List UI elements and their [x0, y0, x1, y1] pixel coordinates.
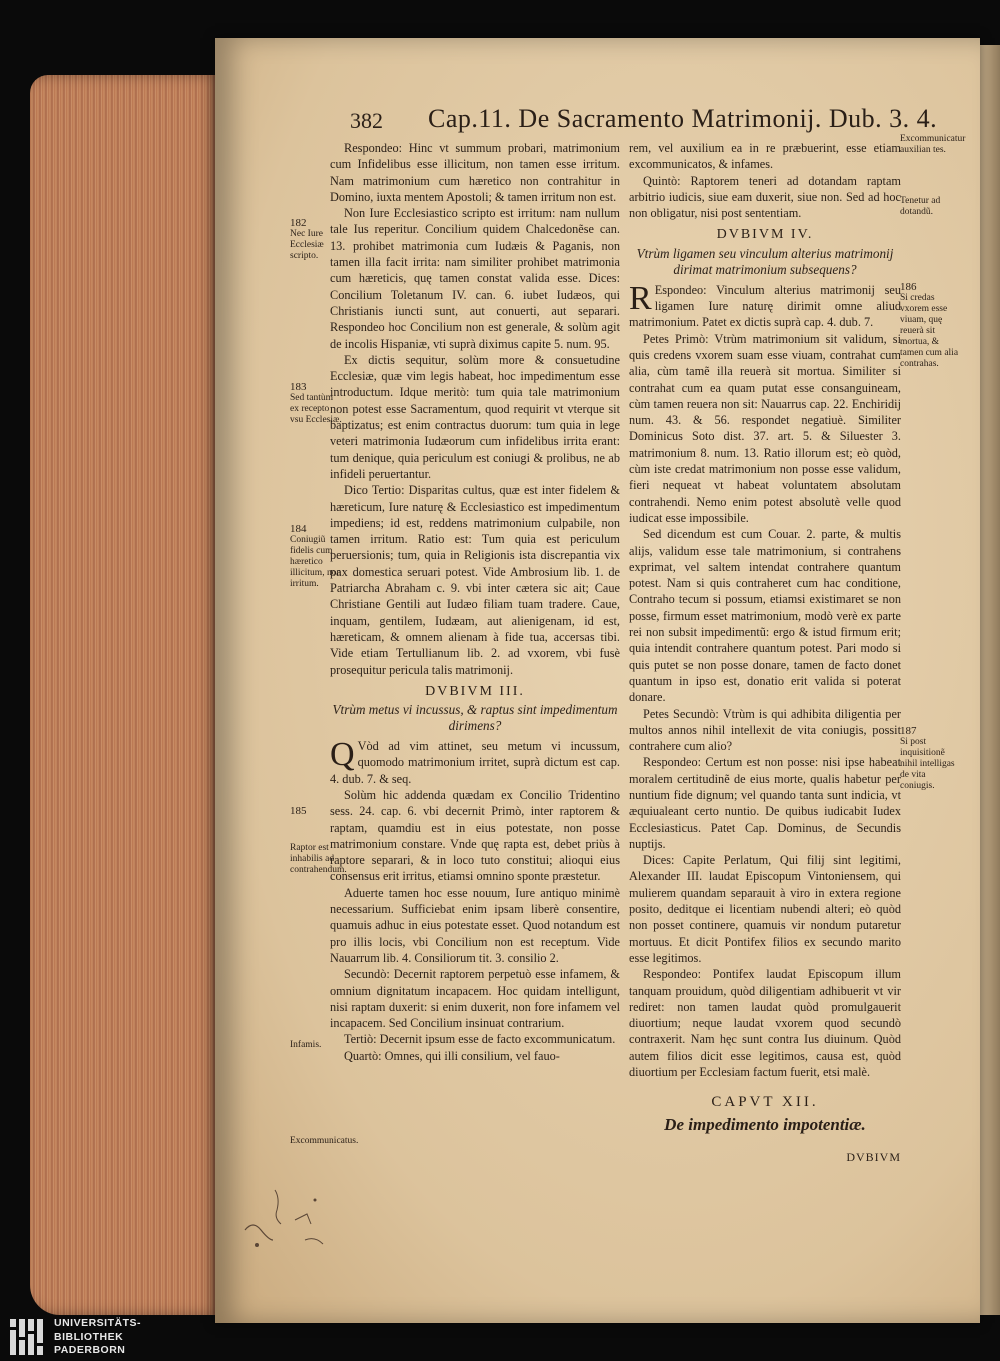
left-column [330, 140, 620, 1064]
paragraph: Ex dictis sequitur, solùm more & consuetudine Ecclesiæ, quæ vim legis habeat, hoc impedimentum esse introductum. Idque meritò: tum quia tale matrimonium non potest esse Sacramentum, quod requirit vt vterque sit baptizatus; est enim contractus duorum: tum quia in lege veteri matrimonia Iudæorum cum infidelibus irrita erant: tum denique, quia periculum est coniugi & prolibus, ne ab infideli peruertantur. [330, 352, 620, 481]
margin-note [290, 382, 342, 426]
logo-line: UNIVERSITÄTS- [54, 1317, 142, 1329]
paragraph: Tertiò: Decernit ipsum esse de facto excommunicatum. [344, 1032, 616, 1047]
margin-text: Si credas vxorem esse viuam, quę reuerà sit mortua, & tamen cum alia contrahas. [900, 293, 959, 369]
paragraph: Petes Primò: Vtrùm matrimonium sit validum, si quis credens vxorem suam esse viuam, contrahat cum alia, cùm tamẽ illa reuerà sit mortua. Similiter si contrahat cum ea quam putat esse consanguineam, cùm tamen reuera non sit: Nauarrus cap. 22. Enchiridij num. 43. & 56. respondet negatiuè. Similiter Dominicus Soto dist. 37. art. 5. & Siluester 3. matrimonium 8. num. 13. Ratio illorum est; eò quòd, cùm iste credat matrimonium non posse esse validum, fieri nequeat vt habeat voluntatem absolutam contrahendi. Nemo enim potest absolutè velle quod iudicat esse impossibile. [629, 331, 901, 525]
running-title: Cap.11. De Sacramento Matrimonij. Dub. 3. 4. [428, 104, 938, 133]
paragraph [629, 279, 901, 331]
paragraph: Respondeo: Pontifex laudat Episcopum illum tanquam prouidum, quòd diligentiam adhibuerit vt vir rediret: non tamen laudat quòd promulgauerit diuortium; neque laudat vxorem quod secundò contraxerit. Nam hęc sunt contra Ius diuinum. Quòd autem filios dicit esse legitimos, causa est, quòd diuortium per Ecclesiam factum fuerit, etsi malè. [629, 967, 901, 1080]
margin-note: Tenetur ad dotandũ. [900, 196, 941, 217]
logo-line: PADERBORN [54, 1344, 126, 1356]
margin-note [900, 282, 962, 370]
margin-note: Excommunicatur auxilian tes. [900, 134, 966, 155]
paragraph: Quintò: Raptorem teneri ad dotandam raptam arbitrio iudicis, siue eam duxerit, siue non. Sed ad hoc non obligatur, nisi post sententiam. [629, 173, 901, 221]
paragraph: Dico Tertio: Disparitas cultus, quæ est inter fidelem & hæreticum, Iure naturę & Ecclesiastico est impedimentum impediens; id est, reddens matrimonium culpabile, non tamen irritum. Ratio est: Tum quia est periculum peruersionis; tum, quia in Religionis ista discrepantia vix pax domestica seruari potest. Vide Ambrosium lib. 1. de Patriarcha Abraham c. 9. vbi inter cætera sic ait; Caue Christiane Gentili aut Iudæo filiam tuam tradere. Caue, inquam, gentilem, Iudæam, aut alienigenam, id est, hæreticam, & omnem alienam à fide tua, accersas tibi. Vide etiam Tertullianum lib. 2. ad vxorem, vbi fusè prosequitur pericula talis matrimonij. [330, 483, 620, 677]
drop-initial: Q [330, 736, 355, 774]
facing-page-edge [978, 45, 1000, 1315]
paragraph: Non Iure Ecclesiastico scripto est irritum: nam nullum tale Ius reperitur. Concilium quidem Chalcedonẽse can. 13. prohibet matrimonia cum Iudæis & Paganis, non tamen illa facit irrita: nam similiter prohibet matrimonia cum hæreticis, quę tamen constat valida esse. Dices: Concilium Toletanum IV. can. 6. iubet Iudæos, qui Christianis iuncti sunt, aut conuerti, aut separari. Respondeo hoc Concilium non est generale, & solùm agit de incolis Hispaniæ, vti suprà diximus capite 5. num. 95. [330, 206, 620, 351]
margin-note [290, 805, 347, 876]
margin-note: Excommunicatus. [290, 1136, 359, 1146]
margin-number: 183 [290, 381, 307, 393]
margin-text: Nec Iure Ecclesiæ scripto. [290, 229, 324, 261]
section-question: Vtrùm metus vi incussus, & raptus sint impedimentum dirimens? [332, 702, 618, 734]
library-logo-text [54, 1317, 141, 1358]
margin-note [290, 524, 342, 590]
section-question: Vtrùm ligamen seu vinculum alterius matrimonij dirimat matrimonium subsequens? [636, 245, 894, 277]
section-heading: DVBIVM IV. [716, 227, 814, 243]
paragraph: Solùm hic addenda quædam ex Concilio Tridentino sess. 24. cap. 6. vbi decernit Primò, inter raptorem & raptam, quamdiu est in eius potestate, non posse matrimonium constare. Vnde quę rapta est, debet priùs à raptore separari, & in loco tuto constitui; alioqui eius consensus erit irritus, etiamsi omnino sponte præstetur. [330, 787, 620, 884]
paragraph: Dices: Capite Perlatum, Qui filij sint legitimi, Alexander III. laudat Episcopum Vintoniensem, qui mulierem quandam separauit à viro in extera regione posito, deditque ei licentiam nubendi alteri; eò quòd non posset continere, quamuis vir nondum putaretur mortuus. Et dicit Pontifex filios ex secundo marito esse legitimos. [629, 853, 901, 965]
margin-number: 182 [290, 217, 307, 229]
book-fore-edge [30, 75, 220, 1315]
section-heading: DVBIVM III. [425, 683, 525, 699]
catchword: DVBIVM [846, 1149, 901, 1164]
margin-note: Infamis. [290, 1040, 322, 1050]
paragraph: Sed dicendum est cum Couar. 2. parte, & multis alijs, validum esse tale matrimonium, si contrahens exprimat, vel saltem intendat contrahere quantum potest. Nam si quis contraheret cum hac conditione, Contraho tecum si possum, etiamsi existimaret se non posse, firmum esset matrimonium, modò verè ex parte rei non subsit impedimentũ: ergo & istud firmum erit; quia intendit contrahere quantum potest. Pari modo si quis putet se non posse donare, tamen de facto donet quantum in ipso est, donatio erit valida si poterat donare. [629, 527, 901, 705]
chapter-heading: CAPVT XII. [711, 1094, 819, 1111]
right-column [629, 140, 901, 1165]
ink-stains [235, 1170, 345, 1260]
paragraph: Respondeo: Hinc vt summum probari, matrimonium cum Infidelibus esse illicitum, non tamen esse irritum. Nam matrimonium cum hæretico non contrahitur in Domino, iuxta mentem Apostoli; & tamen irritum non est. [330, 141, 620, 204]
page-number: 382 [350, 108, 383, 133]
paragraph: rem, vel auxilium ea in re præbuerint, esse etiam excommunicatos, & infames. [629, 141, 901, 172]
margin-text: Si post inquisitionẽ nihil intelligas de vita coniugis. [900, 737, 955, 791]
logo-line: BIBLIOTHEK [54, 1330, 124, 1343]
paragraph-text: Vòd ad vim attinet, seu metum vi incussum, quomodo matrimonium irritet, suprà dictum est cap. 4. dub. 7. & seq. [330, 739, 620, 786]
paragraph: Secundò: Decernit raptorem perpetuò esse infamem, & omnium dignitatum incapacem. Hoc quidam intelligunt, nisi raptam duxerit: si enim duxerit, non fore infamem vel incapacem. Sed Concilium insinuat contrarium. [330, 967, 620, 1031]
margin-text: Raptor est inhabilis ad contrahendum. [290, 843, 347, 875]
margin-text: Sed tantùm ex recepto vsu Ecclesiæ. [290, 393, 342, 425]
paragraph-text: Espondeo: Vinculum alterius matrimonij seu ligamen Iure naturę dirimit omne aliud matrimonium. Patet ex dictis suprà cap. 4. dub. 7. [629, 282, 901, 330]
chapter-title: De impedimento impotentiæ. [664, 1114, 866, 1134]
paragraph: Respondeo: Certum est non posse: nisi ipse habeat moralem certitudinẽ de eius morte, qualis habetur per nuntium fide dignum; vel quando tanta sunt indicia, vt æquiualeant certo nuntio. De quibus iudicabit Iudex Ecclesiasticus. Patet Cap. Dominus, de Secundis nuptijs. [629, 755, 901, 851]
paragraph: Aduerte tamen hoc esse nouum, Iure antiquo minimè necessarium. Sufficiebat enim ipsam liberè consentire, quamuis adhuc in eius potestate esset. Quod notandum est pro illis locis, vbi Concilium non est receptum. Vide Nauarrum lib. 4. Consiliorum tit. 3. consilio 2. [330, 885, 620, 965]
library-logo [8, 1313, 208, 1361]
margin-number: 185 [290, 805, 307, 817]
margin-text: Coniugiũ fidelis cum hæretico illicitum, non irritum. [290, 535, 342, 589]
margin-note [290, 218, 342, 262]
margin-number: 184 [290, 523, 307, 535]
paragraph: Petes Secundò: Vtrùm is qui adhibita diligentia per multos annos nihil intellexit de vita coniugis, possit contrahere cum alio? [629, 706, 901, 754]
margin-number: 186 [900, 281, 917, 293]
paragraph: Quartò: Omnes, qui illi consilium, vel fauo- [344, 1048, 560, 1063]
paragraph [330, 738, 620, 787]
margin-note [900, 726, 962, 792]
page-header [350, 104, 938, 138]
drop-initial: R [629, 279, 652, 317]
library-logo-icon [8, 1317, 46, 1357]
margin-number: 187 [900, 725, 917, 737]
